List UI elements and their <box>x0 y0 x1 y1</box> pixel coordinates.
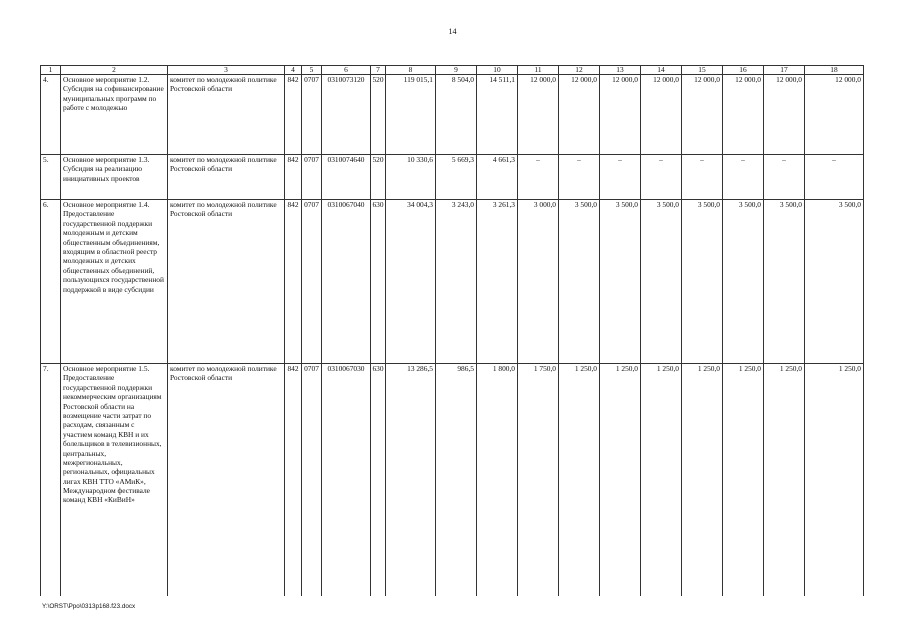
year-amount: 8 504,0 <box>436 75 477 155</box>
table-row <box>41 155 864 200</box>
year-amount: 5 669,3 <box>436 155 477 200</box>
year-amount: 3 500,0 <box>805 200 864 364</box>
column-header: 13 <box>600 66 641 75</box>
header-row <box>41 66 864 75</box>
csr-code: 0310067040 <box>322 200 371 364</box>
year-amount: 12 000,0 <box>682 75 723 155</box>
file-path-footer: Y:\ORST\Ppo\0313p168.f23.docx <box>42 603 136 610</box>
year-amount: 12 000,0 <box>559 75 600 155</box>
budget-table <box>40 65 864 596</box>
table-row <box>41 75 864 155</box>
column-header: 6 <box>322 66 371 75</box>
table-row <box>41 200 864 364</box>
year-amount: 3 500,0 <box>764 200 805 364</box>
grbs-code: 842 <box>285 75 302 155</box>
rzpr-code: 0707 <box>302 364 322 596</box>
column-header: 7 <box>371 66 386 75</box>
year-amount: 3 000,0 <box>518 200 559 364</box>
year-amount: 1 800,0 <box>477 364 518 596</box>
column-header: 8 <box>386 66 436 75</box>
year-amount: 1 250,0 <box>764 364 805 596</box>
year-amount: 3 500,0 <box>600 200 641 364</box>
year-amount: 3 500,0 <box>682 200 723 364</box>
column-header: 14 <box>641 66 682 75</box>
column-header: 15 <box>682 66 723 75</box>
rzpr-code: 0707 <box>302 75 322 155</box>
grbs-code: 842 <box>285 200 302 364</box>
year-amount: 986,5 <box>436 364 477 596</box>
year-amount: 12 000,0 <box>805 75 864 155</box>
rzpr-code: 0707 <box>302 200 322 364</box>
vr-code: 520 <box>371 155 386 200</box>
year-amount: 1 250,0 <box>559 364 600 596</box>
page-number: 14 <box>448 27 457 36</box>
column-header: 12 <box>559 66 600 75</box>
year-amount: 12 000,0 <box>600 75 641 155</box>
year-amount: 1 250,0 <box>600 364 641 596</box>
year-amount: 1 250,0 <box>805 364 864 596</box>
column-header: 4 <box>285 66 302 75</box>
grbs-code: 842 <box>285 364 302 596</box>
column-header: 18 <box>805 66 864 75</box>
year-amount: – <box>641 155 682 200</box>
executor: комитет по молодежной политике Ростовской области <box>168 200 285 364</box>
grbs-code: 842 <box>285 155 302 200</box>
row-number: 7. <box>41 364 61 596</box>
year-amount: – <box>764 155 805 200</box>
year-amount: 1 250,0 <box>641 364 682 596</box>
csr-code: 0310074640 <box>322 155 371 200</box>
executor: комитет по молодежной политике Ростовской области <box>168 364 285 596</box>
year-amount: – <box>518 155 559 200</box>
year-amount: 14 511,1 <box>477 75 518 155</box>
measure-name: Основное мероприятие 1.2. Субсидия на софинансирование муниципальных программ по работе с молодежью <box>61 75 168 155</box>
year-amount: 3 500,0 <box>723 200 764 364</box>
column-header: 17 <box>764 66 805 75</box>
column-header: 5 <box>302 66 322 75</box>
vr-code: 630 <box>371 364 386 596</box>
year-amount: – <box>723 155 764 200</box>
year-amount: 4 661,3 <box>477 155 518 200</box>
csr-code: 0310067030 <box>322 364 371 596</box>
csr-code: 0310073120 <box>322 75 371 155</box>
year-amount: – <box>805 155 864 200</box>
year-amount: – <box>600 155 641 200</box>
year-amount: – <box>559 155 600 200</box>
executor: комитет по молодежной политике Ростовской области <box>168 155 285 200</box>
year-amount: 1 250,0 <box>682 364 723 596</box>
year-amount: 12 000,0 <box>764 75 805 155</box>
year-amount: 3 261,3 <box>477 200 518 364</box>
year-amount: 3 500,0 <box>641 200 682 364</box>
measure-name: Основное мероприятие 1.4. Предоставление государственной поддержки молодежным и детским общественным объединениям, входящим в областной реестр молодежных и детских общественных объединений, пользующихся государственной поддержкой в виде субсидии <box>61 200 168 364</box>
rzpr-code: 0707 <box>302 155 322 200</box>
executor: комитет по молодежной политике Ростовской области <box>168 75 285 155</box>
column-header: 9 <box>436 66 477 75</box>
column-header: 3 <box>168 66 285 75</box>
table-row <box>41 364 864 596</box>
row-number: 5. <box>41 155 61 200</box>
year-amount: 12 000,0 <box>518 75 559 155</box>
total-amount: 10 330,6 <box>386 155 436 200</box>
vr-code: 520 <box>371 75 386 155</box>
vr-code: 630 <box>371 200 386 364</box>
row-number: 4. <box>41 75 61 155</box>
column-header: 2 <box>61 66 168 75</box>
year-amount: 3 243,0 <box>436 200 477 364</box>
measure-name: Основное мероприятие 1.3. Субсидия на реализацию инициативных проектов <box>61 155 168 200</box>
total-amount: 13 286,5 <box>386 364 436 596</box>
column-header: 10 <box>477 66 518 75</box>
row-number: 6. <box>41 200 61 364</box>
year-amount: 12 000,0 <box>723 75 764 155</box>
year-amount: 1 250,0 <box>723 364 764 596</box>
year-amount: 3 500,0 <box>559 200 600 364</box>
total-amount: 34 004,3 <box>386 200 436 364</box>
year-amount: – <box>682 155 723 200</box>
column-header: 11 <box>518 66 559 75</box>
year-amount: 12 000,0 <box>641 75 682 155</box>
measure-name: Основное мероприятие 1.5. Предоставление государственной поддержки некоммерческим организациям Ростовской области на возмещение части затрат по расходам, связанным с участием команд КВН и их болельщиков в телевизионных, центральных, межрегиональных, региональных, официальных лигах КВН ТТО «АМиК», Международном фестивале команд КВН «КиВиН» <box>61 364 168 596</box>
total-amount: 119 015,1 <box>386 75 436 155</box>
column-header: 1 <box>41 66 61 75</box>
year-amount: 1 750,0 <box>518 364 559 596</box>
column-header: 16 <box>723 66 764 75</box>
